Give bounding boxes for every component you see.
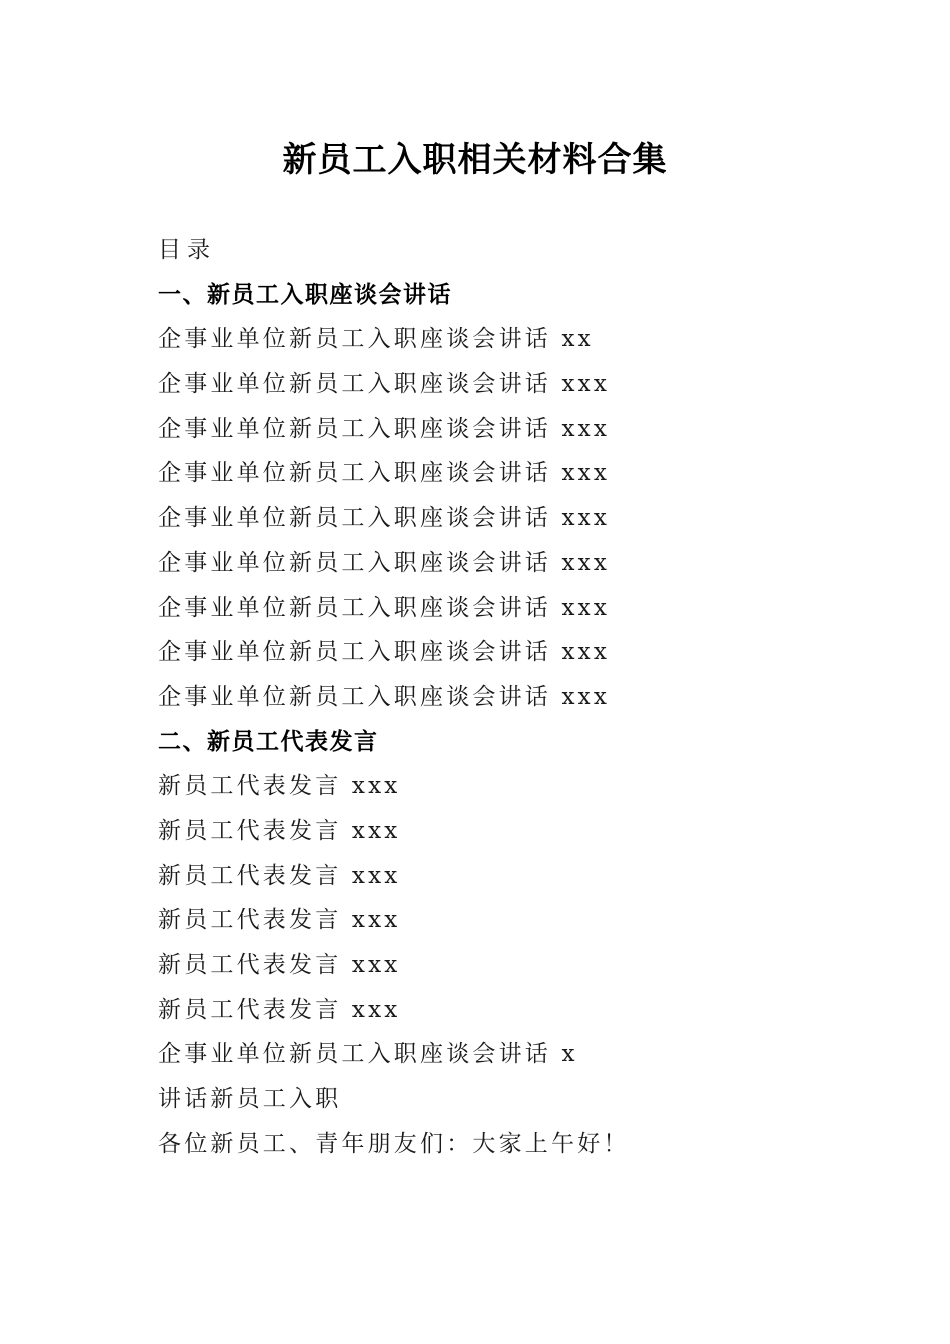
toc-item: 新员工代表发言 xxx bbox=[158, 817, 401, 844]
toc-item: 企事业单位新员工入职座谈会讲话 xxx bbox=[158, 460, 611, 487]
toc-item: 企事业单位新员工入职座谈会讲话 xxx bbox=[158, 549, 611, 576]
toc-item: 企事业单位新员工入职座谈会讲话 xxx bbox=[158, 639, 611, 666]
toc-item: 新员工代表发言 xxx bbox=[158, 996, 401, 1023]
toc-item: 企事业单位新员工入职座谈会讲话 xxx bbox=[158, 594, 611, 621]
article-title: 企事业单位新员工入职座谈会讲话 x bbox=[158, 1041, 578, 1068]
table-of-contents bbox=[158, 228, 878, 1166]
article-greeting: 各位新员工、青年朋友们：大家上午好！ bbox=[158, 1130, 630, 1157]
toc-item: 企事业单位新员工入职座谈会讲话 xx bbox=[158, 326, 594, 353]
toc-item: 新员工代表发言 xxx bbox=[158, 907, 401, 934]
article-keywords: 讲话新员工入职 bbox=[158, 1086, 342, 1113]
toc-item: 新员工代表发言 xxx bbox=[158, 952, 401, 978]
toc-item: 企事业单位新员工入职座谈会讲话 xxx bbox=[158, 505, 611, 532]
toc-item: 新员工代表发言 xxx bbox=[158, 862, 401, 889]
toc-item: 企事业单位新员工入职座谈会讲话 xxx bbox=[158, 371, 611, 398]
toc-item: 企事业单位新员工入职座谈会讲话 xxx bbox=[158, 415, 611, 442]
section-heading-1: 一、新员工入职座谈会讲话 bbox=[158, 281, 452, 308]
toc-item: 企事业单位新员工入职座谈会讲话 xxx bbox=[158, 683, 611, 710]
toc-item: 新员工代表发言 xxx bbox=[158, 773, 401, 800]
document-title: 新员工入职相关材料合集 bbox=[282, 140, 668, 180]
section-heading-2: 二、新员工代表发言 bbox=[158, 728, 379, 755]
toc-label: 目录 bbox=[158, 237, 216, 263]
